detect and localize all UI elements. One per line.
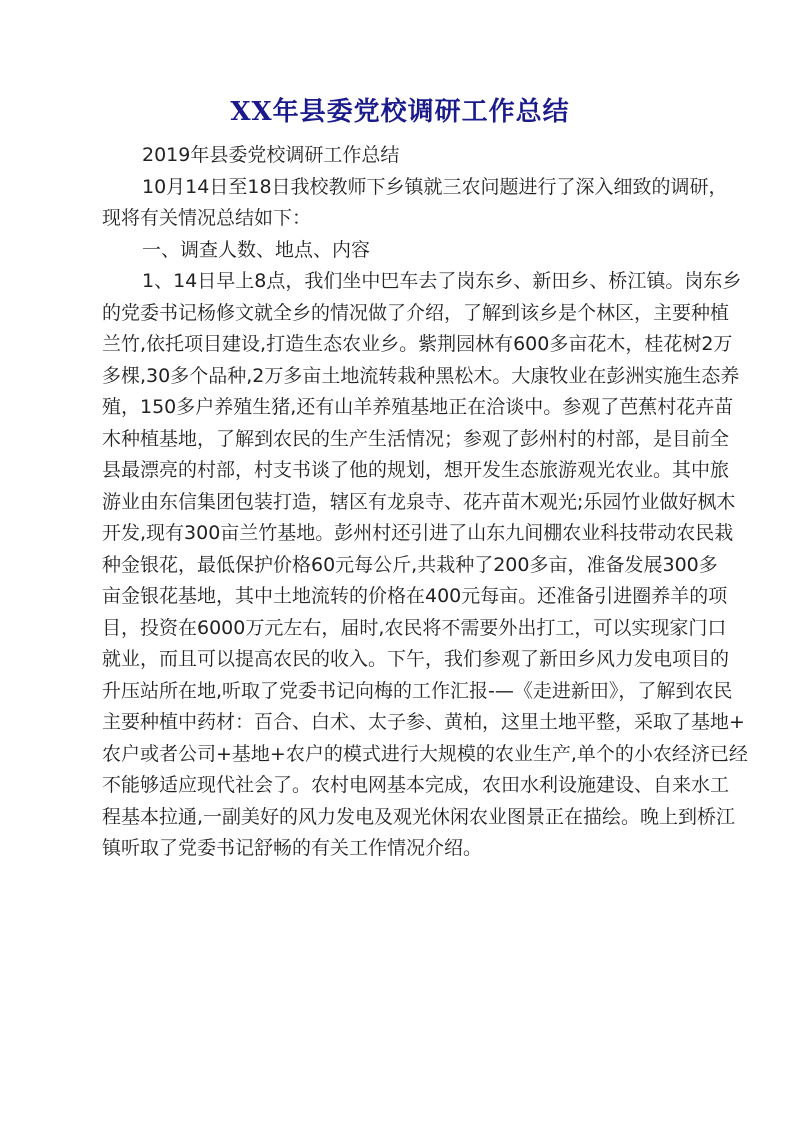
body-line: 多棵,30多个品种,2万多亩土地流转栽种黑松木。大康牧业在彭洲实施生态养 xyxy=(102,364,740,387)
body-line: 的党委书记杨修文就全乡的情况做了介绍，了解到该乡是个林区，主要种植 xyxy=(102,301,730,324)
body-line: 就业，而且可以提高农民的收入。下午，我们参观了新田乡风力发电项目的 xyxy=(102,648,730,670)
subtitle-paragraph xyxy=(102,140,754,172)
body-line: 1、14日早上8点，我们坐中巴车去了岗东乡、新田乡、桥江镇。岗东乡 xyxy=(142,270,742,292)
body-line: 种金银花，最低保护价格60元每公斤,共栽种了200多亩，准备发展300多 xyxy=(102,553,718,576)
body-line: 镇听取了党委书记舒畅的有关工作情况介绍。 xyxy=(102,837,483,859)
body-line: 开发,现有300亩兰竹基地。彭州村还引进了山东九间棚农业科技带动农民栽 xyxy=(102,522,734,544)
document-title: XX年县委党校调研工作总结 xyxy=(230,97,570,127)
body-line: 目，投资在6000万元左右，届时,农民将不需要外出打工，可以实现家门口 xyxy=(102,616,727,639)
body-line: 主要种植中药材：百合、白术、太子参、黄柏，这里土地平整，采取了基地+ xyxy=(102,711,745,733)
subtitle-line: 2019年县委党校调研工作总结 xyxy=(142,144,400,166)
body-line: 县最漂亮的村部，村支书谈了他的规划，想开发生态旅游观光农业。其中旅 xyxy=(102,459,730,481)
body-line: 游业由东信集团包装打造，辖区有龙泉寺、花卉苗木观光;乐园竹业做好枫木 xyxy=(102,490,736,513)
body-line: 农户或者公司+基地+农户的模式进行大规模的农业生产,单个的小农经济已经 xyxy=(102,742,748,765)
body-line: 升压站所在地,听取了党委书记向梅的工作汇报-—《走进新田》，了解到农民 xyxy=(102,679,733,702)
section-heading: 一、调查人数、地点、内容 xyxy=(142,238,371,261)
body-line: 兰竹,依托项目建设,打造生态农业乡。紫荆园林有600多亩花木，桂花树2万 xyxy=(102,333,733,355)
intro-paragraph xyxy=(102,172,754,235)
body-line: 亩金银花基地，其中土地流转的价格在400元每亩。还准备引进圈养羊的项 xyxy=(102,585,728,607)
body-line: 程基本拉通,一副美好的风力发电及观光休闲农业图景正在描绘。晚上到桥江 xyxy=(102,805,736,828)
body-line: 不能够适应现代社会了。农村电网基本完成，农田水利设施建设、自来水工 xyxy=(102,774,730,796)
document-body xyxy=(102,140,754,865)
body-paragraph xyxy=(102,266,754,865)
section-heading-paragraph xyxy=(102,235,754,267)
body-line: 木种植基地，了解到农民的生产生活情况；参观了彭州村的村部，是目前全 xyxy=(102,427,730,450)
intro-line: 现将有关情况总结如下： xyxy=(102,207,312,229)
intro-line: 10月14日至18日我校教师下乡镇就三农问题进行了深入细致的调研， xyxy=(142,175,728,198)
body-line: 殖，150多户养殖生猪,还有山羊养殖基地正在洽谈中。参观了芭蕉村花卉苗 xyxy=(102,396,734,418)
